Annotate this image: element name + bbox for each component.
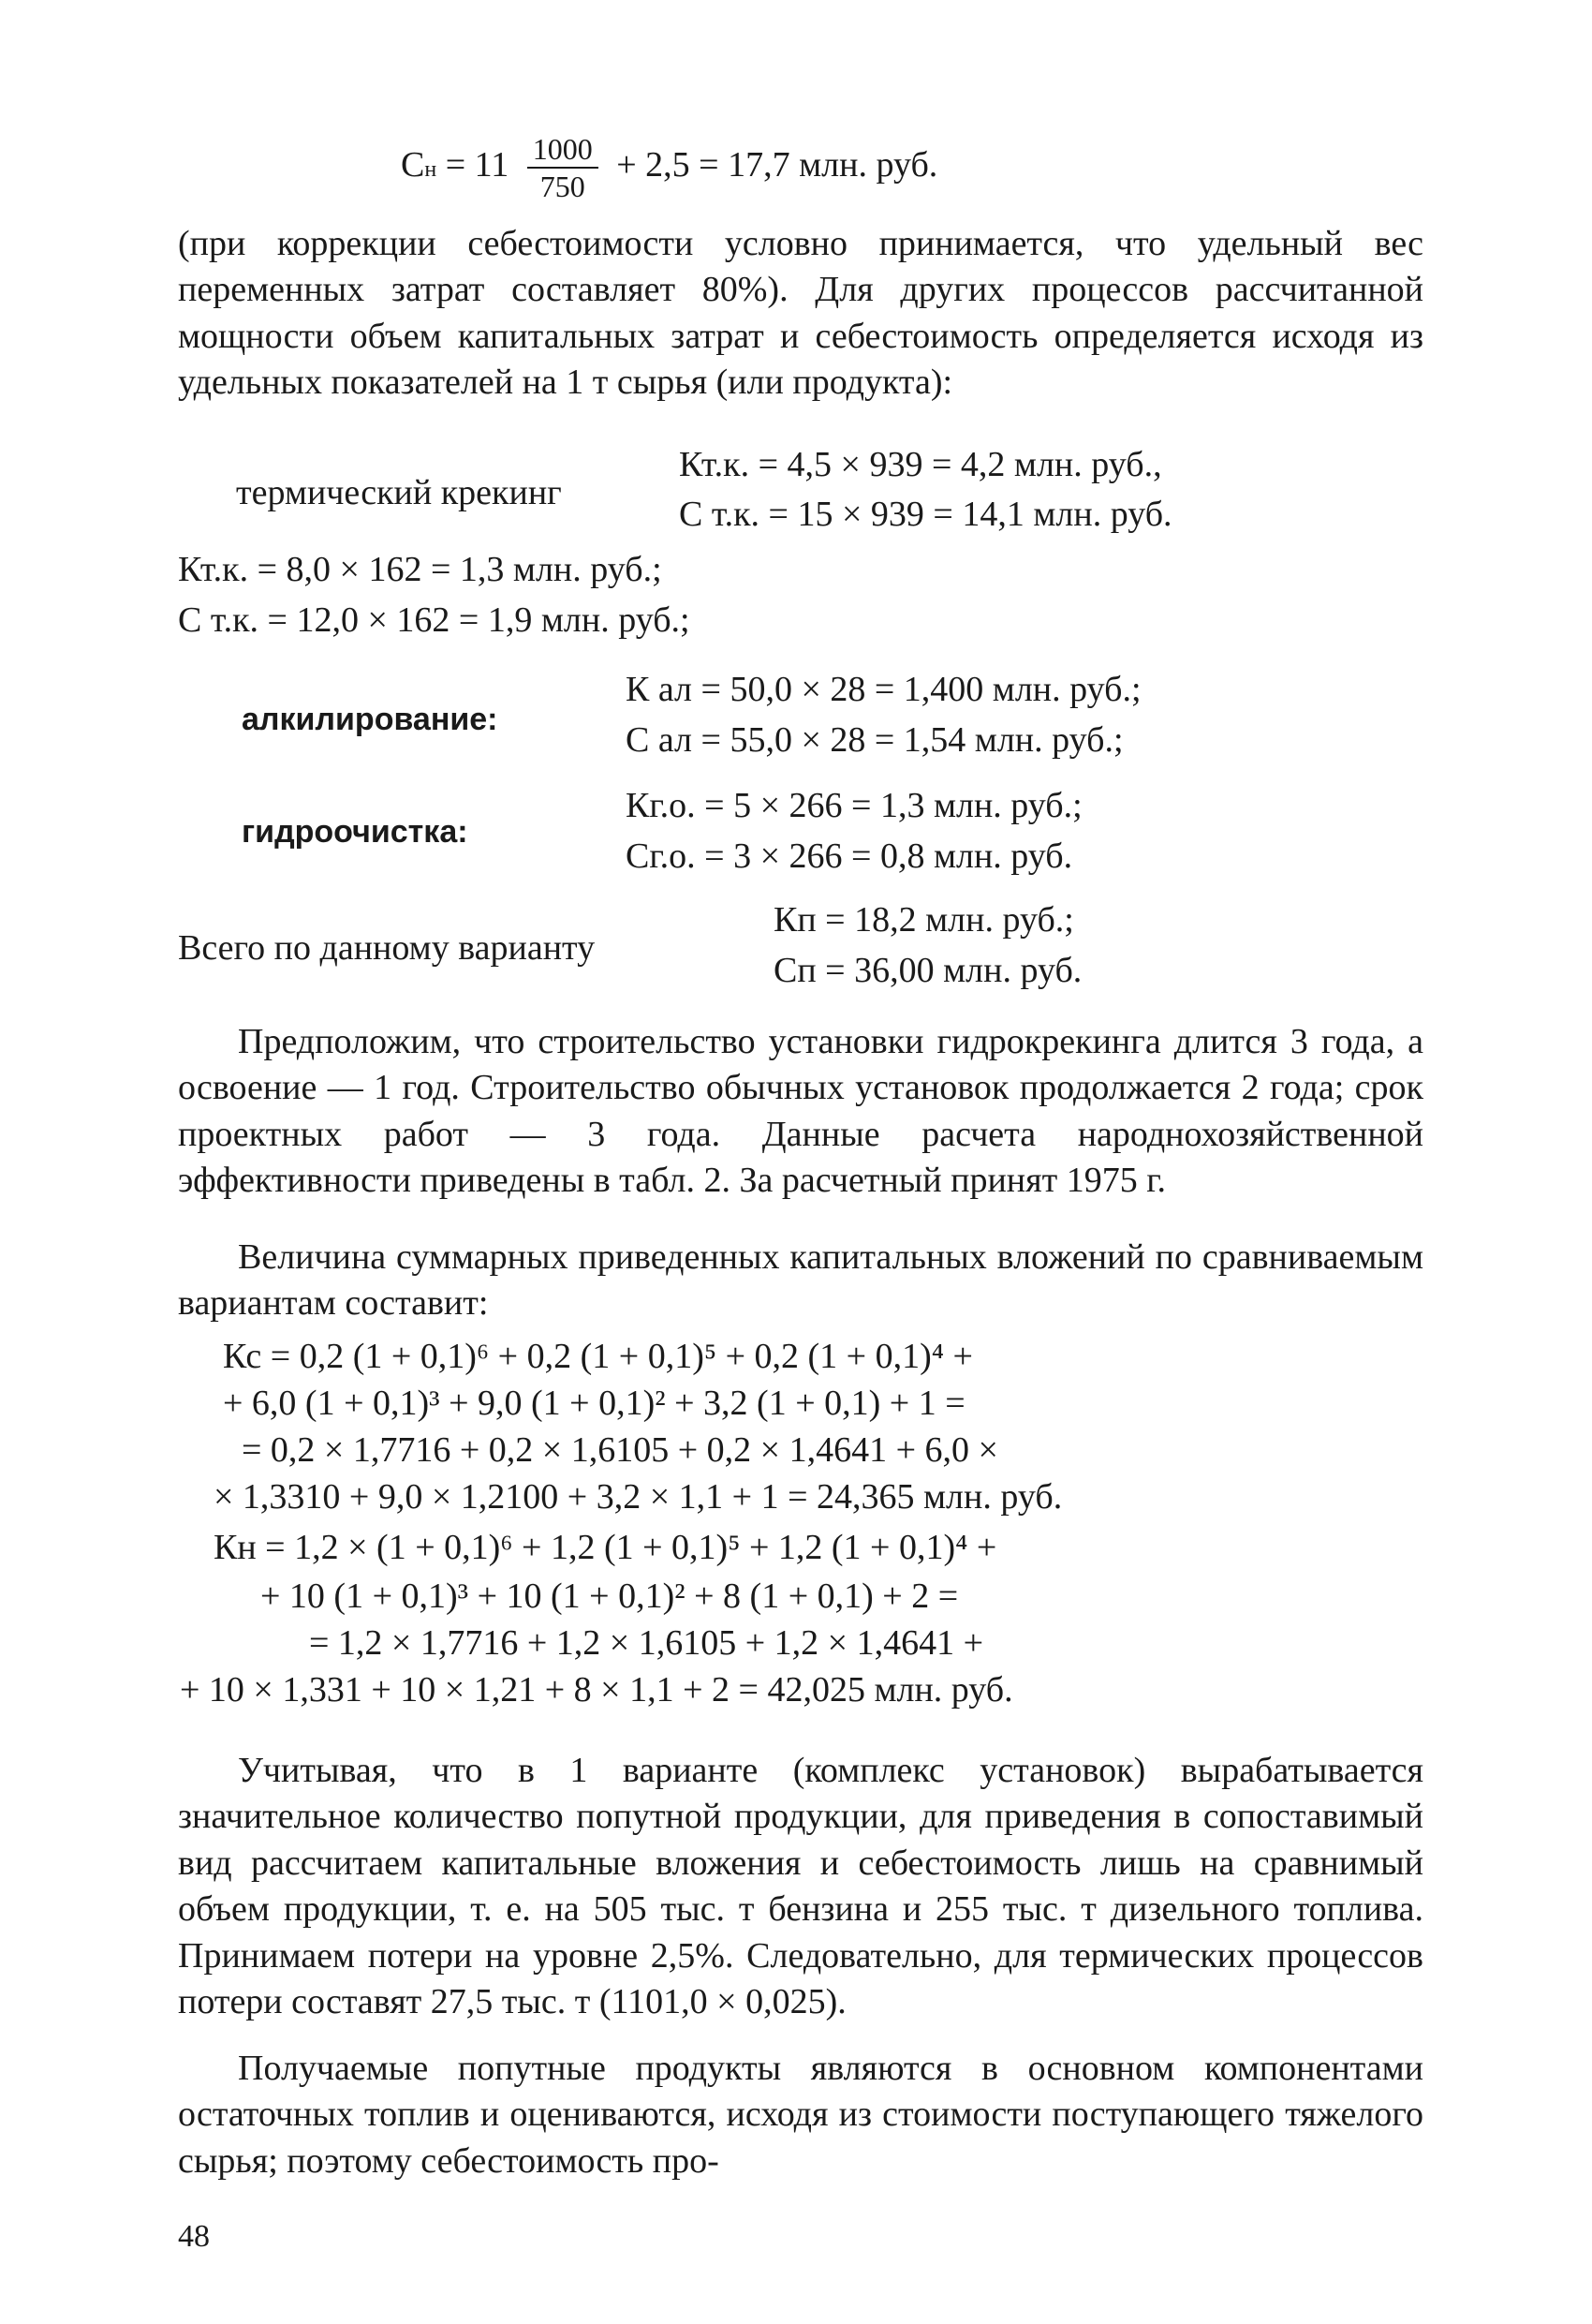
alkylation-label: алкилирование: [242,702,498,737]
thermal-label: термический крекинг [236,473,562,512]
kn-line-1: Кн = 1,2 × (1 + 0,1)⁶ + 1,2 (1 + 0,1)⁵ + 1,2 (1 + 0,1)⁴ + [214,1528,997,1567]
paragraph-investments: Величина суммарных приведенных капитальных вложений по сравниваемым вариантам составит: [178,1237,1423,1324]
catalytic-c: С т.к. = 12,0 × 162 = 1,9 млн. руб.; [178,600,690,640]
fraction-denominator: 750 [539,170,585,204]
alkylation-k: К ал = 50,0 × 28 = 1,400 млн. руб.; [626,670,1142,709]
kc-line-4: × 1,3310 + 9,0 × 1,2100 + 3,2 × 1,1 + 1 = 24,365 млн. руб. [214,1477,1063,1517]
paragraph-byproducts: Получаемые попутные продукты являются в основном компонентами остаточных топлив и оцениваются, исходя из стоимости поступающего тяжелого сырья; поэтому себестоимость про- [178,2049,1423,2181]
catalytic-k: Кт.к. = 8,0 × 162 = 1,3 млн. руб.; [178,550,662,589]
total-c: Сп = 36,00 млн. руб. [774,951,1083,990]
paragraph-comparable: Учитывая, что в 1 варианте (комплекс установок) вырабатывается значительное количество попутной продукции, для приведения в сопоставимый вид рассчитаем капитальные вложения и себестоимость лишь на сравнимый объем продукции, т. е. на 505 тыс. т бензина и 255 тыс. т дизельного топлива. Принимаем потери на уровне 2,5%. Следовательно, для термических процессов потери составят 27,5 тыс. т (1101,0 × 0,025). [178,1751,1423,2021]
page-number: 48 [178,2219,210,2254]
total-k: Кп = 18,2 млн. руб.; [774,900,1074,940]
formula-cn-pre: = 11 [445,145,509,185]
thermal-c: С т.к. = 15 × 939 = 14,1 млн. руб. [679,495,1172,534]
kn-line-2: + 10 (1 + 0,1)³ + 10 (1 + 0,1)² + 8 (1 + 0,1) + 2 = [260,1576,959,1616]
hydrotreating-c: Сг.о. = 3 × 266 = 0,8 млн. руб. [626,836,1073,876]
kn-line-3: = 1,2 × 1,7716 + 1,2 × 1,6105 + 1,2 × 1,4641 + [309,1623,984,1663]
formula-cn-lhs: С [401,145,425,185]
alkylation-c: С ал = 55,0 × 28 = 1,54 млн. руб.; [626,720,1124,760]
kn-line-4: + 10 × 1,331 + 10 × 1,21 + 8 × 1,1 + 2 = 42,025 млн. руб. [180,1670,1013,1710]
formula-cn-post: + 2,5 = 17,7 млн. руб. [616,145,938,185]
kc-line-3: = 0,2 × 1,7716 + 0,2 × 1,6105 + 0,2 × 1,4641 + 6,0 × [242,1430,998,1470]
kc-line-2: + 6,0 (1 + 0,1)³ + 9,0 (1 + 0,1)² + 3,2 (1 + 0,1) + 1 = [223,1384,966,1423]
formula-cn [401,131,937,205]
hydrotreating-label: гидроочистка: [242,814,468,850]
hydrotreating-k: Кг.о. = 5 × 266 = 1,3 млн. руб.; [626,786,1083,825]
formula-cn-sub: н [424,157,437,183]
paragraph-correction: (при коррекции себестоимости условно принимается, что удельный вес переменных затрат составляет 80%). Для других процессов рассчитанной мощности объем капитальных затрат и себестоимость определяется исходя из удельных показателей на 1 т сырья (или продукта): [178,224,1423,403]
thermal-k: Кт.к. = 4,5 × 939 = 4,2 млн. руб., [679,445,1162,484]
kc-line-1: Кс = 0,2 (1 + 0,1)⁶ + 0,2 (1 + 0,1)⁵ + 0,2 (1 + 0,1)⁴ + [223,1337,973,1376]
total-label: Всего по данному варианту [178,928,596,968]
formula-cn-fraction [527,131,598,205]
paragraph-construction: Предположим, что строительство установки гидрокрекинга длится 3 года, а освоение — 1 год. Строительство обычных установок продолжается 2 года; срок проектных работ — 3 года. Данные расчета народнохозяйственной эффективности приведены в табл. 2. За расчетный принят 1975 г. [178,1022,1423,1201]
fraction-numerator: 1000 [527,131,598,169]
